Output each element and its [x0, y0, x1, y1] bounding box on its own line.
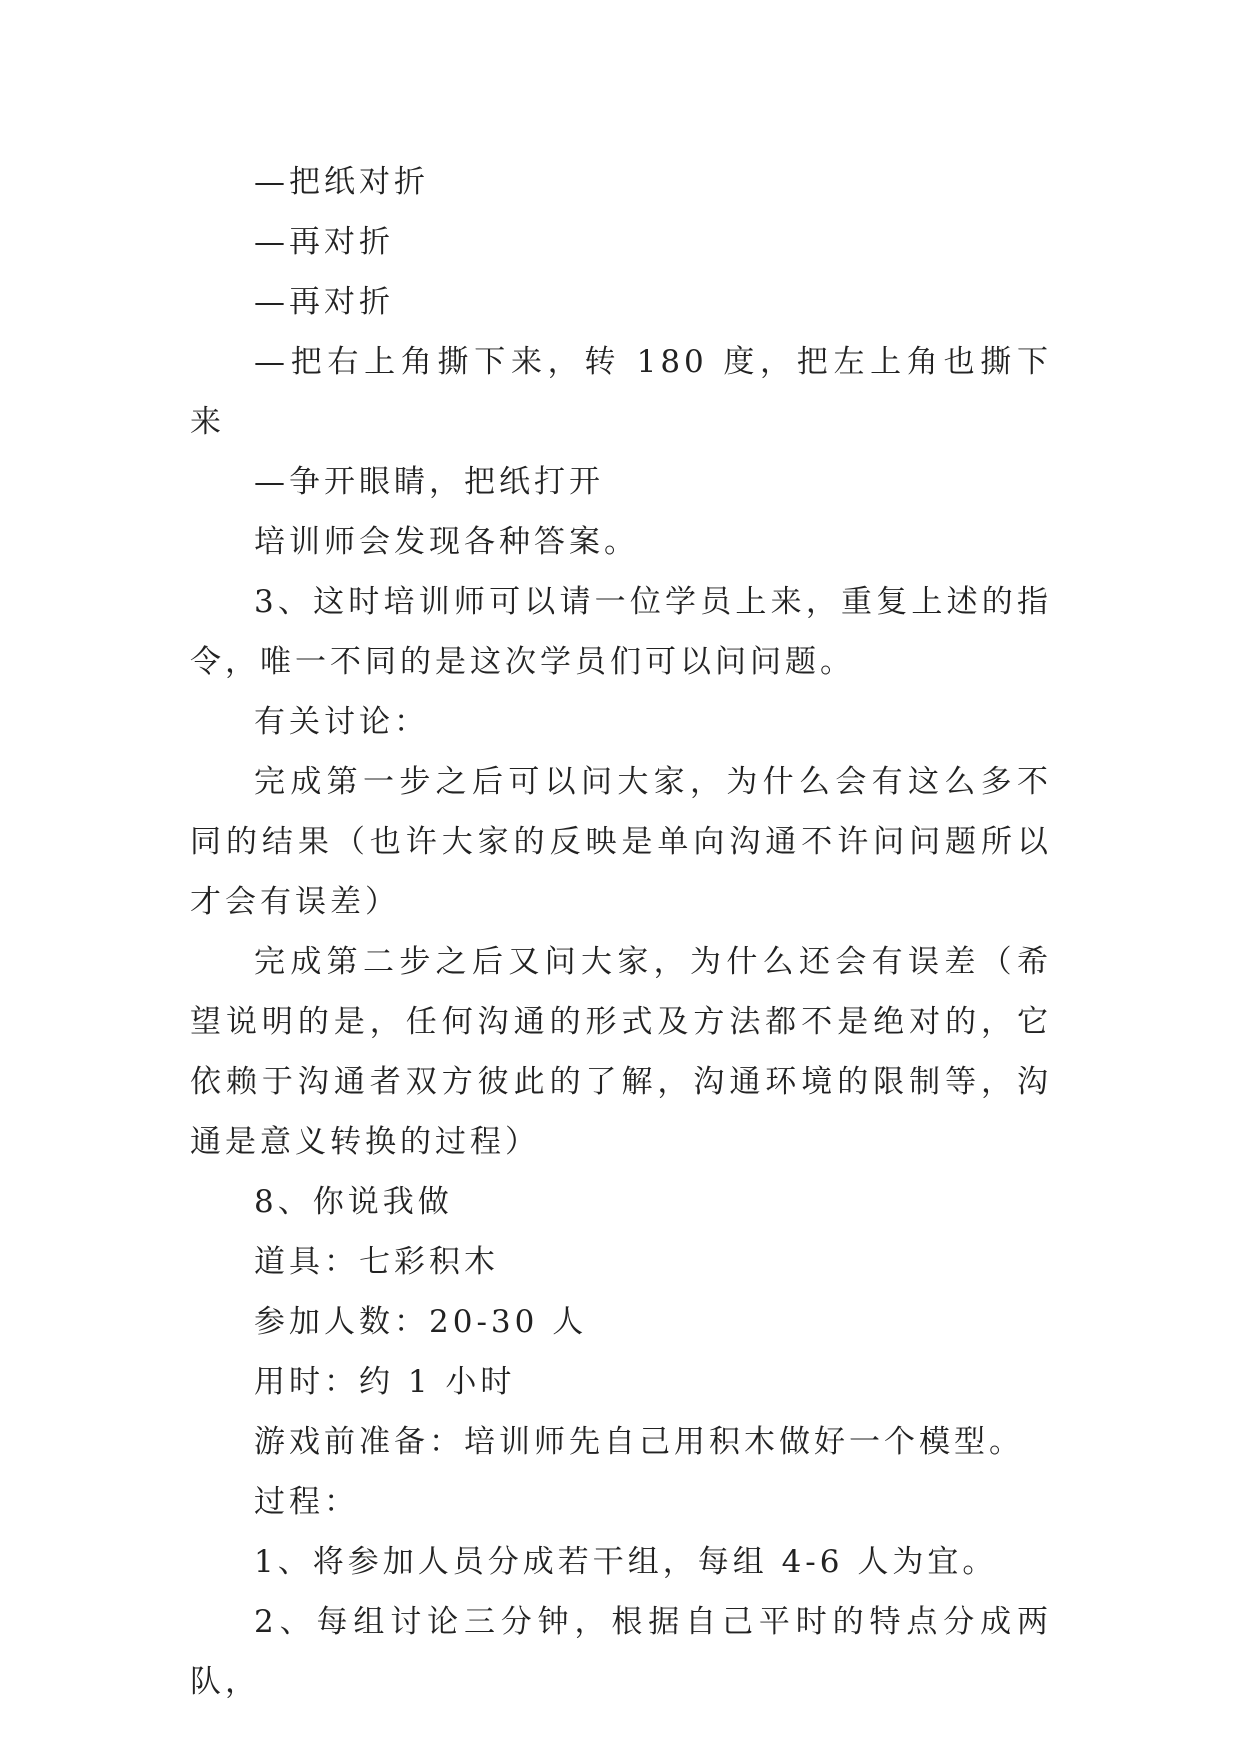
instruction-step: —争开眼睛，把纸打开 — [254, 464, 604, 500]
paragraph: 培训师会发现各种答案。 — [254, 524, 639, 560]
game-duration: 用时：约 1 小时 — [254, 1364, 516, 1400]
paragraph: 3、这时培训师可以请一位学员上来，重复上述的指令，唯一不同的是这次学员们可以问问题。 — [190, 584, 1052, 680]
instruction-step: —再对折 — [254, 284, 394, 320]
document-body — [190, 152, 1052, 1712]
section-heading: 有关讨论： — [254, 704, 429, 740]
game-preparation: 游戏前准备：培训师先自己用积木做好一个模型。 — [254, 1424, 1024, 1460]
instruction-step: —再对折 — [254, 224, 394, 260]
section-heading: 过程： — [254, 1484, 359, 1520]
paragraph: 完成第二步之后又问大家，为什么还会有误差（希望说明的是，任何沟通的形式及方法都不是绝对的，它依赖于沟通者双方彼此的了解，沟通环境的限制等，沟通是意义转换的过程） — [190, 944, 1052, 1160]
game-title: 8、你说我做 — [254, 1184, 453, 1220]
paragraph: 完成第一步之后可以问大家，为什么会有这么多不同的结果（也许大家的反映是单向沟通不许问问题所以才会有误差） — [190, 764, 1052, 920]
game-props: 道具：七彩积木 — [254, 1244, 499, 1280]
process-step: 1、将参加人员分成若干组，每组 4-6 人为宜。 — [254, 1544, 998, 1580]
instruction-step: —把右上角撕下来，转 180 度，把左上角也撕下来 — [190, 344, 1052, 440]
game-participants: 参加人数：20-30 人 — [254, 1304, 588, 1340]
instruction-step: —把纸对折 — [254, 164, 429, 200]
process-step: 2、每组讨论三分钟，根据自己平时的特点分成两队， — [190, 1604, 1052, 1700]
